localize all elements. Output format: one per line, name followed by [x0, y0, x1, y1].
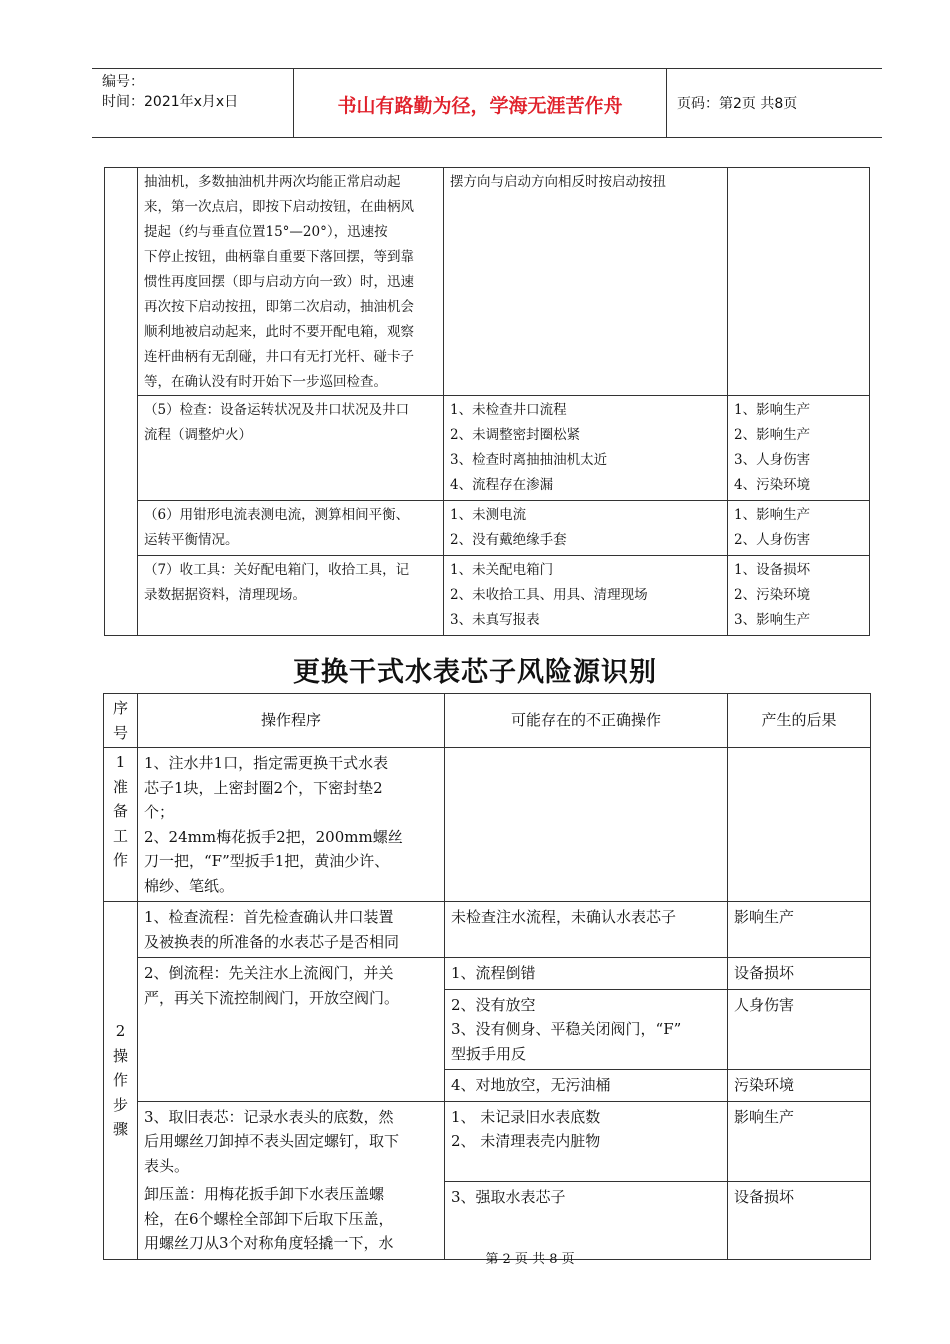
error-cell: 1、未关配电箱门 2、未收拾工具、用具、清理现场 3、未真写报表 — [444, 556, 728, 636]
table-row — [105, 556, 870, 636]
result-cell: 设备损坏 — [728, 958, 871, 990]
result-cell: 1、影响生产 2、人身伤害 — [728, 501, 870, 556]
result-cell: 影响生产 — [728, 902, 871, 958]
water-meter-risk-table — [103, 693, 871, 1260]
result-cell: 1、影响生产 2、影响生产 3、人身伤害 4、污染环境 — [728, 396, 870, 501]
seq-cell: 1 准 备 工 作 — [104, 748, 138, 902]
procedure-cell: 3、取旧表芯：记录水表头的底数，然 后用螺丝刀卸掉不表头固定螺钉，取下 表头。 卸压盖：用梅花扳手卸下水表压盖螺 栓，在6个螺栓全部卸下后取下压盖， 用螺丝刀从3个对称角度轻撬一下，水 — [138, 1101, 445, 1259]
error-cell: 1、流程倒错 — [445, 958, 728, 990]
seq-cell: 2 操 作 步 骤 — [104, 902, 138, 1260]
procedure-cell: 2、倒流程：先关注水上流阀门，并关 严，再关下流控制阀门，开放空阀门。 — [138, 958, 445, 1102]
procedure-cell: （7）收工具：关好配电箱门，收拾工具，记 录数据据资料，清理现场。 — [138, 556, 444, 636]
section-title: 更换干式水表芯子风险源识别 — [293, 657, 657, 688]
error-cell: 1、 未记录旧水表底数 2、 未清理表壳内脏物 — [445, 1101, 728, 1181]
error-cell: 1、未测电流 2、没有戴绝缘手套 — [444, 501, 728, 556]
table-row — [104, 748, 871, 902]
procedure-cell: （5）检查：设备运转状况及井口状况及井口 流程（调整炉火） — [138, 396, 444, 501]
result-cell: 1、设备损坏 2、污染环境 3、影响生产 — [728, 556, 870, 636]
result-cell: 设备损坏 — [728, 1181, 871, 1259]
header-seq: 序 号 — [104, 694, 138, 748]
table-row — [105, 168, 870, 396]
procedure-cell: 抽油机，多数抽油机井两次均能正常启动起 来，第一次点启，即按下启动按钮，在曲柄风 提起（约与垂直位置15°—20°），迅速按 下停止按钮，曲柄靠自重要下落回摆，等到靠 惯性再度回摆（即与启动方向一致）时，迅速 再次按下启动按扭，即第二次启动，抽油机会 顺利地被启动起来，此时不要开配电箱，观察 连杆曲柄有无刮碰，井口有无打光杆、碰卡子 等，在确认没有时开始下一步巡回检查。 — [138, 168, 444, 396]
table-row — [104, 1101, 871, 1181]
error-cell: 摆方向与启动方向相反时按启动按扭 — [444, 168, 728, 396]
table-row — [105, 396, 870, 501]
table-row — [104, 958, 871, 990]
error-cell: 4、对地放空，无污油桶 — [445, 1070, 728, 1102]
seq-cell — [105, 168, 138, 636]
error-cell — [445, 748, 728, 902]
document-time-label: 时间：2021年x月x日 — [102, 94, 239, 110]
procedure-cell: 1、检查流程：首先检查确认井口装置 及被换表的所准备的水表芯子是否相同 — [138, 902, 445, 958]
error-cell: 2、没有放空 3、没有侧身、平稳关闭阀门，“F” 型扳手用反 — [445, 989, 728, 1070]
header-motto: 书山有路勤为径，学海无涯苦作舟 — [337, 95, 623, 117]
header-procedure: 操作程序 — [138, 694, 445, 748]
table-row — [105, 501, 870, 556]
document-number-label: 编号： — [102, 74, 144, 90]
header-page-number: 页码：第2页 共8页 — [677, 96, 798, 112]
header-motto-cell — [294, 69, 667, 137]
table-row — [104, 902, 871, 958]
header-meta-cell — [92, 69, 294, 137]
page-header — [92, 68, 882, 138]
header-errors: 可能存在的不正确操作 — [445, 694, 728, 748]
error-cell: 1、未检查井口流程 2、未调整密封圈松紧 3、检查时离抽抽油机太近 4、流程存在渗漏 — [444, 396, 728, 501]
result-cell — [728, 168, 870, 396]
error-cell: 未检查注水流程，未确认水表芯子 — [445, 902, 728, 958]
result-cell: 影响生产 — [728, 1101, 871, 1181]
header-results: 产生的后果 — [728, 694, 871, 748]
header-page-cell — [667, 69, 882, 137]
procedure-cell: （6）用钳形电流表测电流，测算相间平衡、 运转平衡情况。 — [138, 501, 444, 556]
continued-risk-table — [104, 167, 870, 636]
page-footer: 第 2 页 共 8 页 — [485, 1252, 575, 1267]
result-cell — [728, 748, 871, 902]
result-cell: 污染环境 — [728, 1070, 871, 1102]
table-header-row — [104, 694, 871, 748]
procedure-cell: 1、注水井1口，指定需更换干式水表 芯子1块，上密封圈2个，下密封垫2 个； 2、24mm梅花扳手2把，200mm螺丝 刀一把，“F”型扳手1把，黄油少许、 棉纱、笔纸。 — [138, 748, 445, 902]
result-cell: 人身伤害 — [728, 989, 871, 1070]
error-cell: 3、强取水表芯子 — [445, 1181, 728, 1259]
